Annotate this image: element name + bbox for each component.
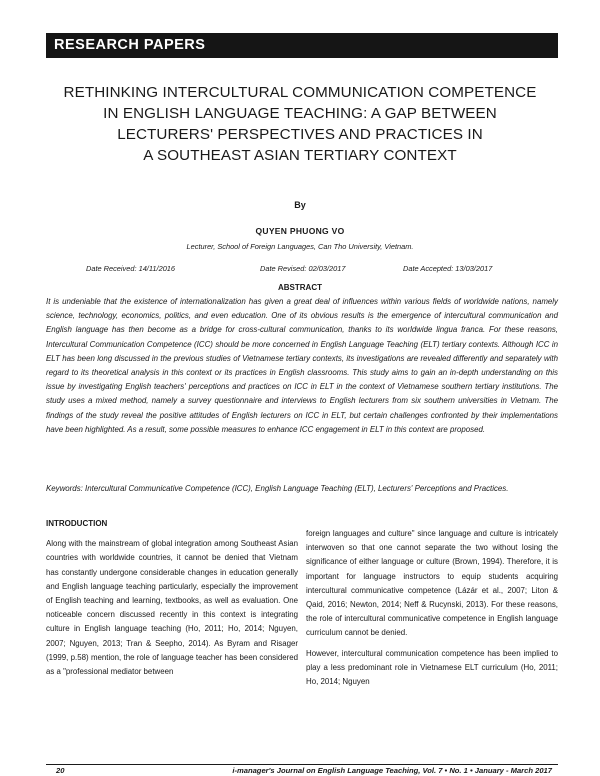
abstract-heading: ABSTRACT [278, 283, 322, 292]
left-column [46, 517, 298, 685]
footer-divider [46, 764, 558, 765]
section-banner: RESEARCH PAPERS [46, 33, 558, 58]
date-received: Date Received: 14/11/2016 [86, 264, 176, 273]
paper-title [40, 82, 560, 166]
page-number: 20 [56, 766, 65, 775]
author-name: QUYEN PHUONG VO [255, 226, 345, 236]
author-affiliation: Lecturer, School of Foreign Languages, Can Tho University, Vietnam. [186, 242, 414, 251]
title-line: RETHINKING INTERCULTURAL COMMUNICATION COMPETENCE [63, 84, 537, 101]
keywords: Keywords: Intercultural Communicative Competence (ICC), English Language Teaching (ELT), Lecturers' Perceptions and Practices. [46, 484, 509, 493]
introduction-heading: INTRODUCTION [46, 519, 108, 528]
title-line: IN ENGLISH LANGUAGE TEACHING: A GAP BETWEEN [103, 105, 497, 122]
right-column [306, 527, 558, 695]
body-paragraph: Along with the mainstream of global integration among Southeast Asian countries with worldwide countries, it cannot be denied that Vietnam has constantly undergone considerable changes in education generally and English language teaching particularly, especially the improvement of English teaching and learning, textbooks, as well as evaluation. One noticeable concern discussed recently in this context is integrating culture in English language teaching (Ho, 2011; Ho, 2014; Nguyen, 2007; Nguyen, 2013; Tran & Seepho, 2014). As Byram and Risager (1999, p.58) mention, the role of language teacher has been considered as a "professional mediator between [46, 539, 298, 677]
by-label: By [294, 200, 306, 210]
abstract-text: It is undeniable that the existence of internationalization has given a great deal of influences within various fields of worldwide nations, namely science, technology, economics, politics, and even education. One of its obvious results is the emergence of intercultural communication and English language has then become as a bridge for cross-cultural communication, thanks to its worldwide lingua franca. For these reasons, Intercultural Communication Competence (ICC) should be more concerned in English Language Teaching (ELT) tertiary contexts. Although ICC in ELT has been long discussed in the previous studies of Vietnamese tertiary contexts, its investigations are revealed differently and separately with regard to its theoretical analysis in this context or its practices in English classrooms. This study aims to gain an in-depth understanding on this issue by investigating English teachers' perceptions and practices on ICC in ELT in the context of Vietnamese southern tertiary institutions. The study uses a mixed method, namely a survey questionnaire and interviews to English lecturers from six southern universities in Vietnam. The findings of the study reveal the positive attitudes of English lecturers on ICC in ELT, but certain challenges confronted by their implementations have been highlighted. As a result, some possible measures to enhance ICC engagement in ELT in this context are proposed. [46, 297, 558, 434]
title-line: A SOUTHEAST ASIAN TERTIARY CONTEXT [143, 147, 457, 164]
journal-citation: i-manager's Journal on English Language Teaching, Vol. 7 • No. 1 • January - March 2017 [232, 766, 552, 775]
title-line: LECTURERS' PERSPECTIVES AND PRACTICES IN [117, 126, 483, 143]
date-revised: Date Revised: 02/03/2017 [260, 264, 346, 273]
body-paragraph: However, intercultural communication competence has been implied to play a less predominant role in Vietnamese ELT curriculum (Ho, 2011; Ho, 2014; Nguyen [306, 648, 558, 687]
date-accepted: Date Accepted: 13/03/2017 [403, 264, 493, 273]
body-paragraph: foreign languages and culture" since language and culture is intricately interwoven so that one cannot separate the two without losing the significance of either language or culture (Brown, 1994). Therefore, it is important for language instructors to equip students acquiring intercultural communicative competence (Lázár et al., 2007; Liton & Qaid, 2016; Newton, 2014; Neff & Rucynski, 2013). For these reasons, the role of intercultural communicative competence in English language curriculum cannot be denied. [306, 529, 558, 638]
